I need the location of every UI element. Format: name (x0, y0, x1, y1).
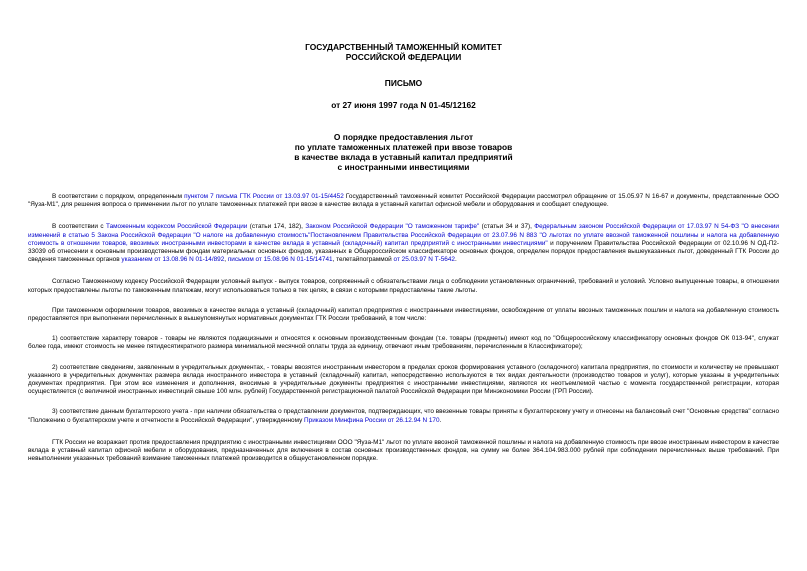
link-letter-14741[interactable]: письмом от 15.08.96 N 01-15/14741 (227, 256, 333, 264)
paragraph-1 (28, 193, 779, 209)
link-government-decree-883[interactable]: Постановлением Правительства Российской Федерации от 23.07.96 N 883 "О льготах по уплате ввозной таможенной пошлины и налога на добавленную стоимость в отношении товаров, ввозимых иностранными инвесторами в качестве вклада в уставный (складочный) капитал предприятий с иностранными инвестициями" (28, 231, 780, 247)
text: , (224, 256, 228, 264)
paragraph-4: При таможенном оформлении товаров, ввозимых в качестве вклада в уставный (складочный) капитал предприятия с иностранными инвестициями, освобождение от уплаты ввозных таможенных пошлин и налога на добавленную стоимость предоставляется при выполнении перечисленных в вышеупомянутых нормативных документах ГТК России требований, в том числе: (28, 306, 779, 323)
issuer-header (28, 42, 779, 62)
link-customs-tariff-law[interactable]: Законом Российской Федерации "О таможенном тарифе" (305, 223, 480, 231)
paragraph-3: Согласно Таможенному кодексу Российской Федерации условный выпуск - выпуск товаров, сопряженный с обязательствами лица о соблюдении установленных ограничений, требований и условий. Условно выпущенные товары, в отношении которых предоставлены льготы по таможенным платежам, могут использоваться только в тех целях, в связи с которыми предоставлены такие льготы. (28, 278, 779, 294)
link-gtk-letter[interactable]: пунктом 7 письма ГТК России от 13.03.97 01-15/4452 (184, 193, 344, 200)
subject-line-2: по уплате таможенных платежей при ввозе товаров (294, 142, 513, 152)
paragraph-2 (28, 223, 779, 264)
link-instruction-892[interactable]: указанием от 13.08.96 N 01-14/892 (121, 256, 225, 264)
link-customs-code[interactable]: Таможенным кодексом Российской Федерации (105, 223, 248, 231)
link-teletype-5642[interactable]: от 25.03.97 N Т-5642 (393, 256, 455, 264)
paragraph-7 (28, 408, 779, 424)
text: (статьи 174, 182), (247, 223, 306, 231)
text: и поручением Правительства Российской Федерации от 02.10.96 N ОД-П2-33039 об отнесении к основным производственным фондам материальных основных фондов, указанных в Общероссийском классификаторе основных фондов, определен порядок предоставления вышеуказанных льгот, доведенный ГТК России до сведения таможенных органов (28, 239, 779, 264)
text: Государственный таможенный комитет Российской Федерации рассмотрел обращение от 15.05.97 N 16-67 и документы, представленные ООО "Яуза-М1", для решения вопроса о применении льгот по уплате таможенных платежей при ввозе в качестве вклада в уставный капитал офисной мебели и оборудования и сообщает следующее. (28, 193, 779, 209)
text: . (439, 416, 442, 424)
subject-line-3: в качестве вклада в уставный капитал предприятий (294, 152, 513, 162)
issuer-line-2: РОССИЙСКОЙ ФЕДЕРАЦИИ (345, 52, 462, 62)
text: В соответствии с порядком, определенным (52, 193, 185, 200)
text: 3) соответствие данным бухгалтерского учета - при наличии обязательства о представлении документов, подтверждающих, что ввезенные товары приняты к бухгалтерскому учету и отнесены на балансовый счет "Основные средства" согласно "Положению о бухгалтерском учете и отчетности в Российской Федерации", утвержденному (28, 408, 779, 424)
issuer-line-1: ГОСУДАРСТВЕННЫЙ ТАМОЖЕННЫЙ КОМИТЕТ (305, 42, 502, 52)
text: В соответствии с (52, 223, 106, 231)
paragraph-8: ГТК России не возражает против предоставления предприятию с иностранными инвестициями ООО "Яуза-М1" льгот по уплате ввозной таможенной пошлины и налога на добавленную стоимость при ввозе иностранным инвестором в качестве вклада в уставный капитал офисной мебели и оборудования, предназначенных для включения в состав основных производственных фондов, на сумму не более 364.104.983.000 рублей при соблюдении перечисленных выше требований. При невыполнении указанных требований взимание таможенных платежей производится в общеустановленном порядке. (28, 438, 779, 463)
document-type: ПИСЬМО (384, 78, 423, 88)
link-federal-law-54[interactable]: Федеральным законом Российской Федерации от 17.03.97 N 54-ФЗ "О внесении изменений в статью 5 Закона Российской Федерации "О налоге на добавленную стоимость" (28, 223, 779, 239)
paragraph-5: 1) соответствие характеру товаров - товары не являются подакцизными и относятся к основным производственным фондам (т.е. товары (предметы) имеют код по "Общероссийскому классификатору основных фондов ОК 013-94", служат более года, имеют стоимость не менее пятидесятикратного размера минимальной месячной оплаты труда за единицу, отвечают иным требованиям, перечисленным в Классификаторе); (28, 335, 779, 351)
paragraph-6: 2) соответствие сведениям, заявленным в учредительных документах, - товары ввозятся иностранным инвестором в пределах сроков формирования уставного (складочного) капитала предприятия, по стоимости и количеству не превышают указанного в учредительных документах размера вклада иностранного инвестора в уставный (складочный) капитал, непосредственно используются в тех видах деятельности (производство товаров и услуг), которые указаны в учредительных документах предприятия. При этом все изменения и дополнения, вносимые в учредительные документы предприятия с иностранными инвестициями, являются их неотъемлемой частью с момента государственной регистрации, которая осуществляется (с величиной иностранных инвестиций свыше 100 млн. рублей) Государственной регистрационной палатой Российской Федерации при Минэкономики России (ГРП России). (28, 363, 779, 396)
link-minfin-order-170[interactable]: Приказом Минфина России от 26.12.94 N 170 (304, 416, 440, 424)
subject-line-4: с иностранными инвестициями (337, 162, 470, 172)
text: (статьи 34 и 37), (479, 223, 535, 231)
text: , телетайпограммой (332, 256, 394, 264)
subject-line-1: О порядке предоставления льгот (333, 132, 474, 142)
document-date: от 27 июня 1997 года N 01-45/12162 (331, 100, 476, 110)
text: . (454, 256, 457, 264)
document-subject (28, 132, 779, 172)
